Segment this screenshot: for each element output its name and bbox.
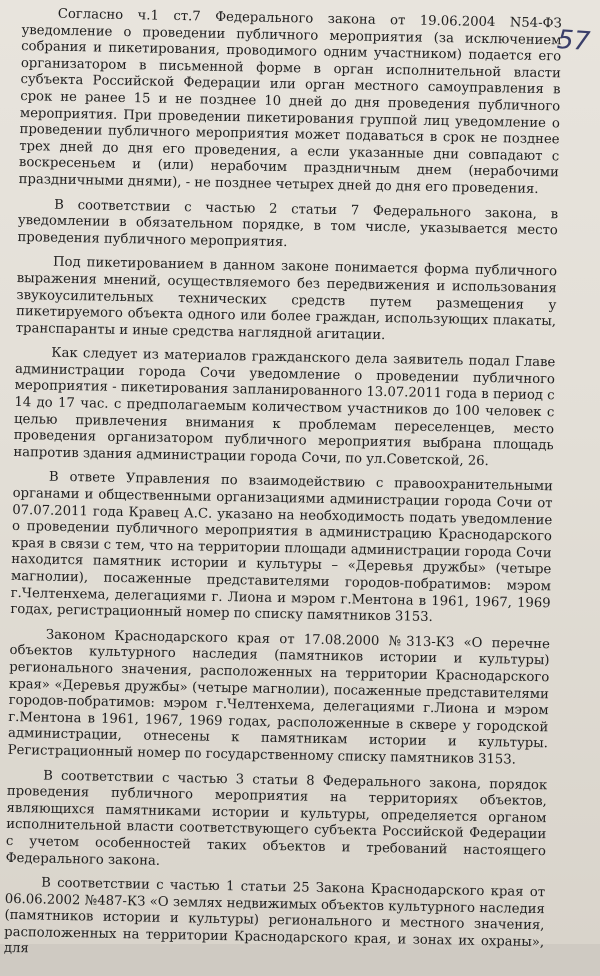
paragraph-article-25: В соответствии с частью 1 статьи 25 Закона Краснодарского края от 06.06.2002 №487-КЗ «О землях недвижимых объектов культурного наследия (памятников истории и культуры) регионального и местного значения, расположенных на территории Краснодарского края, и зонах их охраны», для [3, 875, 546, 957]
paragraph-notice-place: В соответствии с частью 2 статьи 7 Федерального закона, в уведомлении в обязательном порядке, в том числе, указывается место проведения публичного мероприятия. [17, 197, 559, 250]
paragraph-article-8: В соответствии с частью 3 статьи 8 Федерального закона, порядок проведения публичного мероприятия на территориях объектов, являющихся памятниками истории и культуры, определяется органом исполнительной власти соответствующего субъекта Российской Федерации с учетом особенностей таких объектов и требований настоящего Федерального закона. [5, 768, 548, 869]
document-body [4, 6, 562, 976]
handwritten-page-number: 57 [555, 24, 592, 58]
paragraph-notice-deadlines: Согласно ч.1 ст.7 Федерального закона от 19.06.2004 N54-ФЗ уведомление о проведении публичного мероприятия (за исключением собрания и пикетирования, проводимого одним участником) подается его организатором в письменной форме в орган исполнительной власти субъекта Российской Федерации или орган местного самоуправления в срок не ранее 15 и не позднее 10 дней до дня проведения публичного мероприятия. При проведении пикетирования группой лиц уведомление о проведении публичного мероприятия может подаваться в срок не позднее трех дней до дня его проведения, а если указанные дни совпадают с воскресеньем и (или) нерабочим праздничным днем (нерабочими праздничными днями), - не позднее четырех дней до дня его проведения. [18, 6, 562, 197]
paragraph-regional-law: Законом Краснодарского края от 17.08.2000 №313-КЗ «О перечне объектов культурного наследия (памятников истории и культуры) регионального значения, расположенных на территории Краснодарского края» «Деревья дружбы» (четыре магнолии), посаженные представителями городов-побратимов: мэром г.Челтенхема, делегациями г.Лиона и мэром г.Ментона в 1961, 1967, 1969 годах, расположенные в сквере у городской администрации, отнесены к памятникам истории и культуры. Регистрационный номер по государственному списку памятников 3153. [7, 627, 550, 768]
paragraph-picketing-definition: Под пикетированием в данном законе понимается форма публичного выражения мнений, осуществляемого без передвижения и использования звукоусилительных технических средств путем размещения у пикетируемого объекта одного или более граждан, использующих плакаты, транспаранты и иные средства наглядной агитации. [15, 254, 558, 343]
paragraph-case-materials: Как следует из материалов гражданского дела заявитель подал Главе администрации города Сочи уведомление о проведении публичного мероприятия - пикетирования запланированного 13.07.2011 года в период с 14 до 17 час. с предполагаемым количеством участников до 100 человек с целью привлечения внимания к проблемам переселенцев, место проведения организатором публичного мероприятия выбрана площадь напротив здания администрации города Сочи, по ул.Советской, 26. [13, 345, 556, 469]
paragraph-administration-reply: В ответе Управления по взаимодействию с правоохранительными органами и общественными организациями администрации города Сочи от 07.07.2011 года Кравец А.С. указано на необходимость подать уведомление о проведении публичного мероприятия в администрацию Краснодарского края в связи с тем, что на территории площади администрации города Сочи находится памятник истории и культуры – «Деревья дружбы» (четыре магнолии), посаженные представителями городов-побратимов: мэром г.Челтенхема, делегациями г. Лиона и мэром г.Ментона в 1961, 1967, 1969 годах, регистрационный номер по списку памятников 3153. [10, 470, 554, 626]
